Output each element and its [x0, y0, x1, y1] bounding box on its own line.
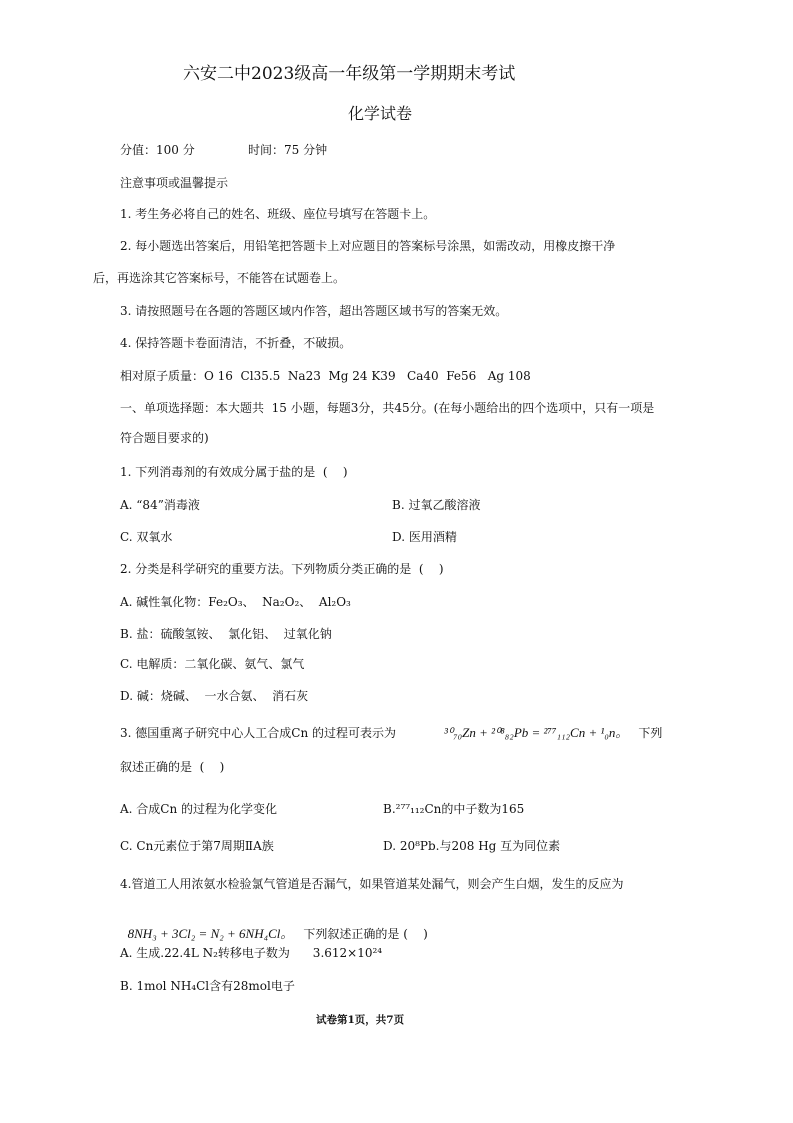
section-heading-cont: 符合题目要求的) — [120, 431, 209, 445]
q3-option-a: A. 合成Cn 的过程为化学变化 — [120, 802, 278, 816]
q2-option-a: A. 碱性氧化物：Fe₂O₃、 Na₂O₂、 Al₂O₃ — [120, 595, 351, 609]
q3-option-c: C. Cn元素位于第7周期ⅡA族 — [120, 839, 274, 853]
q1-option-a: A. “84”消毒液 — [120, 498, 200, 512]
q3-stem-tail: 下列 — [638, 726, 663, 740]
notice-item: 1. 考生务必将自己的姓名、班级、座位号填写在答题卡上。 — [120, 207, 436, 221]
question-4-stem: 4.管道工人用浓氨水检验氯气管道是否漏气，如果管道某处漏气，则会产生白烟，发生的反应为 — [120, 877, 624, 891]
exam-subtitle: 化学试卷 — [348, 104, 413, 123]
page-footer: 试卷第1页，共7页 — [316, 1014, 405, 1026]
q3-equation: ³⁰₇₀Zn + ²⁰⁸₈₂Pb = ²⁷⁷₁₁₂Cn + ¹₀n。 — [444, 725, 629, 740]
notice-heading: 注意事项或温馨提示 — [120, 176, 229, 190]
q4-option-a: A. 生成.22.4L N₂转移电子数为 3.612×10²⁴ — [120, 946, 383, 960]
q4-stem-tail: 下列叙述正确的是 ( ) — [303, 927, 428, 941]
score-info: 分值：100 分 — [120, 143, 195, 157]
atomic-mass: 相对原子质量：O 16 Cl35.5 Na23 Mg 24 K39 Ca40 Fe56 Ag 108 — [120, 369, 531, 383]
section-heading: 一、单项选择题：本大题共 15 小题，每题3分，共45分。(在每小题给出的四个选项中，只有一项是 — [120, 401, 655, 415]
exam-title: 六安二中2023级高一年级第一学期期末考试 — [183, 64, 516, 84]
q3-option-d: D. 20⁸Pb.与208 Hg 互为同位素 — [383, 839, 561, 853]
q1-option-d: D. 医用酒精 — [392, 530, 457, 544]
q1-option-b: B. 过氧乙酸溶液 — [392, 498, 481, 512]
q4-equation: 8NH₃ + 3Cl₂ = N₂ + 6NH₄Cl。 — [127, 926, 294, 941]
q2-option-c: C. 电解质：二氧化碳、氨气、氯气 — [120, 657, 305, 671]
question-1-stem: 1. 下列消毒剂的有效成分属于盐的是 ( ) — [120, 465, 348, 479]
question-3-stem: 3. 德国重离子研究中心人工合成Cn 的过程可表示为 — [120, 726, 396, 740]
q3-option-b: B.²⁷⁷₁₁₂Cn的中子数为165 — [383, 802, 525, 816]
question-2-stem: 2. 分类是科学研究的重要方法。下列物质分类正确的是 ( ) — [120, 562, 444, 576]
notice-item: 3. 请按照题号在各题的答题区域内作答，超出答题区域书写的答案无效。 — [120, 304, 508, 318]
q1-option-c: C. 双氧水 — [120, 530, 173, 544]
notice-item: 4. 保持答题卡卷面清洁，不折叠，不破损。 — [120, 336, 352, 350]
q3-stem-cont: 叙述正确的是 ( ) — [120, 760, 225, 774]
notice-item: 后，再选涂其它答案标号，不能答在试题卷上。 — [93, 271, 346, 285]
time-info: 时间：75 分钟 — [248, 143, 328, 157]
question-3-line — [120, 725, 662, 741]
q4-option-b: B. 1mol NH₄Cl含有28mol电子 — [120, 979, 295, 993]
q2-option-d: D. 碱：烧碱、 一水合氨、 消石灰 — [120, 689, 309, 703]
notice-item: 2. 每小题选出答案后，用铅笔把答题卡上对应题目的答案标号涂黑，如需改动，用橡皮擦干净 — [120, 239, 616, 253]
question-4-line2 — [120, 910, 428, 942]
q2-option-b: B. 盐：硫酸氢铵、 氯化铝、 过氧化钠 — [120, 627, 332, 641]
